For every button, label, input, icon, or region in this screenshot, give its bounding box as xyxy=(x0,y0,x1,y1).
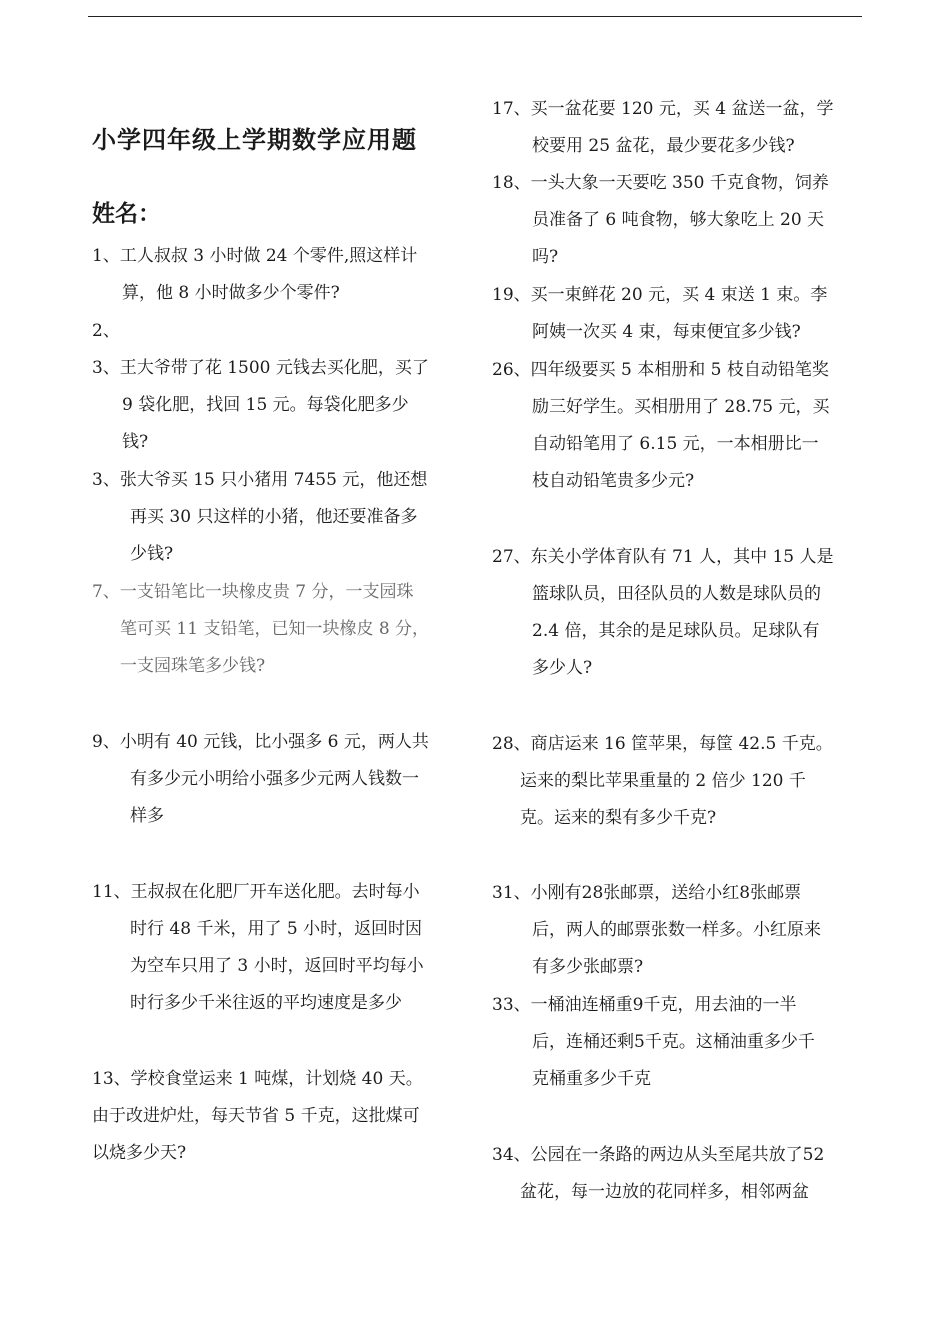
question-34: 34、公园在一条路的两边从头至尾共放了52 盆花，每一边放的花同样多，相邻两盆 xyxy=(492,1145,825,1202)
name-label: 姓名： xyxy=(92,201,161,227)
question-11: 11、王叔叔在化肥厂开车送化肥。去时每小 时行 48 千米，用了 5 小时，返回时因 为空车只用了 3 小时，返回时平均每小 时行多少千米往返的平均速度是多少 xyxy=(92,882,424,1013)
page-title: 小学四年级上学期数学应用题 xyxy=(92,126,417,154)
question-1: 1、工人叔叔 3 小时做 24 个零件,照这样计 算，他 8 小时做多少个零件? xyxy=(92,246,418,303)
question-13: 13、学校食堂运来 1 吨煤，计划烧 40 天。 由于改进炉灶，每天节省 5 千克，这批煤可 以烧多少天? xyxy=(92,1069,423,1163)
question-7: 7、一支铅笔比一块橡皮贵 7 分，一支园珠 笔可买 11 支铅笔，已知一块橡皮 8 分， 一支园珠笔多少钱? xyxy=(92,582,430,676)
question-31: 31、小刚有28张邮票，送给小红8张邮票 后，两人的邮票张数一样多。小红原来 有多少张邮票? xyxy=(492,883,821,977)
top-rule xyxy=(88,16,862,17)
question-18: 18、一头大象一天要吃 350 千克食物，饲养 员准备了 6 吨食物，够大象吃上 20 天 吗? xyxy=(492,173,829,267)
question-26: 26、四年级要买 5 本相册和 5 枝自动铅笔奖 励三好学生。买相册用了 28.75 元，买 自动铅笔用了 6.15 元，一本相册比一 枝自动铅笔贵多少元? xyxy=(492,360,830,491)
question-33: 33、一桶油连桶重9千克，用去油的一半 后，连桶还剩5千克。这桶油重多少千 克桶重多少千克 xyxy=(492,995,815,1089)
question-27: 27、东关小学体育队有 71 人，其中 15 人是 篮球队员，田径队员的人数是球队员的 2.4 倍，其余的是足球队员。足球队有 多少人? xyxy=(492,547,834,678)
question-28: 28、商店运来 16 筐苹果，每筐 42.5 千克。 运来的梨比苹果重量的 2 倍少 120 千 克。运来的梨有多少千克? xyxy=(492,734,833,828)
question-3b: 3、张大爷买 15 只小猪用 7455 元，他还想 再买 30 只这样的小猪，他还要准备多 少钱? xyxy=(92,470,428,564)
question-17: 17、买一盆花要 120 元，买 4 盆送一盆，学 校要用 25 盆花，最少要花多少钱? xyxy=(492,99,834,156)
question-2: 2、 xyxy=(92,321,120,341)
question-9: 9、小明有 40 元钱，比小强多 6 元，两人共 有多少元小明给小强多少元两人钱数一 样多 xyxy=(92,732,429,826)
question-19: 19、买一束鲜花 20 元，买 4 束送 1 束。李 阿姨一次买 4 束，每束便宜多少钱? xyxy=(492,285,828,342)
question-3a: 3、王大爷带了花 1500 元钱去买化肥，买了 9 袋化肥，找回 15 元。每袋化肥多少 钱? xyxy=(92,358,429,452)
